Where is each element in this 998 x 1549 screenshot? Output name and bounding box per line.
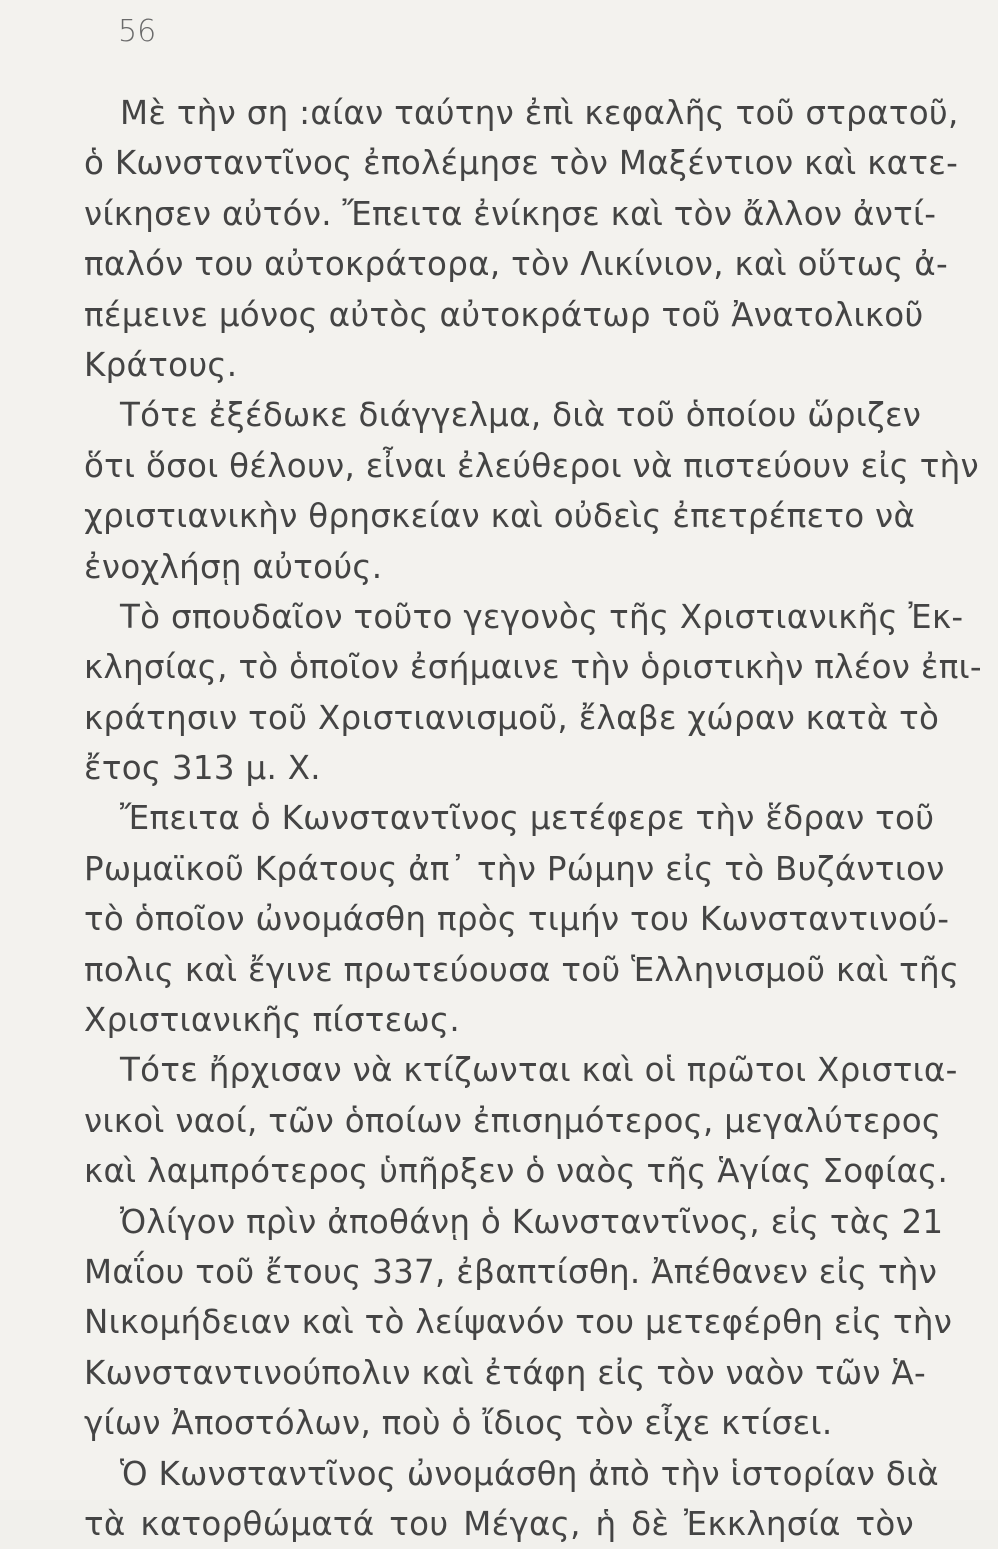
text-line: Νικομήδειαν καὶ τὸ λείψανόν του μετεφέρθη εἰς τὴν bbox=[84, 1303, 953, 1342]
text-line: γίων Ἀποστόλων, ποὺ ὁ ἴδιος τὸν εἶχε κτίσει. bbox=[84, 1404, 833, 1443]
text-line: Ἔπειτα ὁ Κωνσταντῖνος μετέφερε τὴν ἕδραν τοῦ bbox=[120, 799, 935, 838]
page-number: 56 bbox=[118, 14, 157, 49]
text-line: παλόν του αὐτοκράτορα, τὸν Λικίνιον, καὶ οὕτως ἀ- bbox=[84, 245, 949, 284]
text-line: ἐνοχλήσῃ αὐτούς. bbox=[84, 547, 383, 586]
text-line: κλησίας, τὸ ὁποῖον ἐσήμαινε τὴν ὁριστικὴν πλέον ἐπι- bbox=[84, 648, 982, 687]
body-text bbox=[84, 88, 982, 1549]
text-line: Χριστιανικῆς πίστεως. bbox=[84, 1001, 461, 1040]
text-line: Τὸ σπουδαῖον τοῦτο γεγονὸς τῆς Χριστιανικῆς Ἐκ- bbox=[120, 597, 964, 636]
text-line: τὸ ὁποῖον ὠνομάσθη πρὸς τιμήν του Κωνσταντινού- bbox=[84, 900, 950, 939]
text-line: ἔτος 313 μ. Χ. bbox=[84, 749, 321, 788]
text-line: Τότε ἐξέδωκε διάγγελμα, διὰ τοῦ ὁποίου ὥριζεν bbox=[120, 396, 922, 435]
text-line: Ὀλίγον πρὶν ἀποθάνῃ ὁ Κωνσταντῖνος, εἰς τὰς 21 bbox=[120, 1202, 944, 1241]
text-line: νίκησεν αὐτόν. Ἔπειτα ἐνίκησε καὶ τὸν ἄλλον ἀντί- bbox=[84, 194, 937, 233]
text-line: χριστιανικὴν θρησκείαν καὶ οὐδεὶς ἐπετρέπετο νὰ bbox=[84, 497, 916, 536]
text-line: πολις καὶ ἔγινε πρωτεύουσα τοῦ Ἑλληνισμοῦ καὶ τῆς bbox=[84, 950, 960, 989]
text-line: Κωνσταντινούπολιν καὶ ἐτάφη εἰς τὸν ναὸν τῶν Ἁ- bbox=[84, 1353, 927, 1392]
text-line: Τότε ἤρχισαν νὰ κτίζωνται καὶ οἱ πρῶτοι Χριστια- bbox=[120, 1051, 958, 1090]
text-line: καὶ λαμπρότερος ὑπῆρξεν ὁ ναὸς τῆς Ἁγίας Σοφίας. bbox=[84, 1152, 949, 1191]
text-line: Ρωμαϊκοῦ Κράτους ἀπ᾿ τὴν Ρώμην εἰς τὸ Βυζάντιον bbox=[84, 849, 945, 888]
text-line: ὅτι ὅσοι θέλουν, εἶναι ἐλεύθεροι νὰ πιστεύουν εἰς τὴν bbox=[84, 446, 979, 485]
text-line: Κράτους. bbox=[84, 345, 238, 384]
text-line: ὁ Κωνσταντῖνος ἐπολέμησε τὸν Μαξέντιον καὶ κατε- bbox=[84, 144, 959, 183]
text-line: Μὲ τὴν ση :αίαν ταύτην ἐπὶ κεφαλῆς τοῦ στρατοῦ, bbox=[120, 94, 959, 132]
text-line: Μαΐου τοῦ ἔτους 337, ἐβαπτίσθη. Ἀπέθανεν εἰς τὴν bbox=[84, 1252, 938, 1291]
text-line: κράτησιν τοῦ Χριστιανισμοῦ, ἔλαβε χώραν κατὰ τὸ bbox=[84, 698, 940, 737]
text-line: τὰ κατορθώματά του Μέγας, ἡ δὲ Ἐκκλησία τὸν bbox=[84, 1504, 914, 1543]
text-line: νικοὶ ναοί, τῶν ὁποίων ἐπισημότερος, μεγαλύτερος bbox=[84, 1101, 942, 1140]
text-line: πέμεινε μόνος αὐτὸς αὐτοκράτωρ τοῦ Ἀνατολικοῦ bbox=[84, 295, 924, 334]
text-line: Ὁ Κωνσταντῖνος ὠνομάσθη ἀπὸ τὴν ἱστορίαν διὰ bbox=[120, 1454, 940, 1493]
